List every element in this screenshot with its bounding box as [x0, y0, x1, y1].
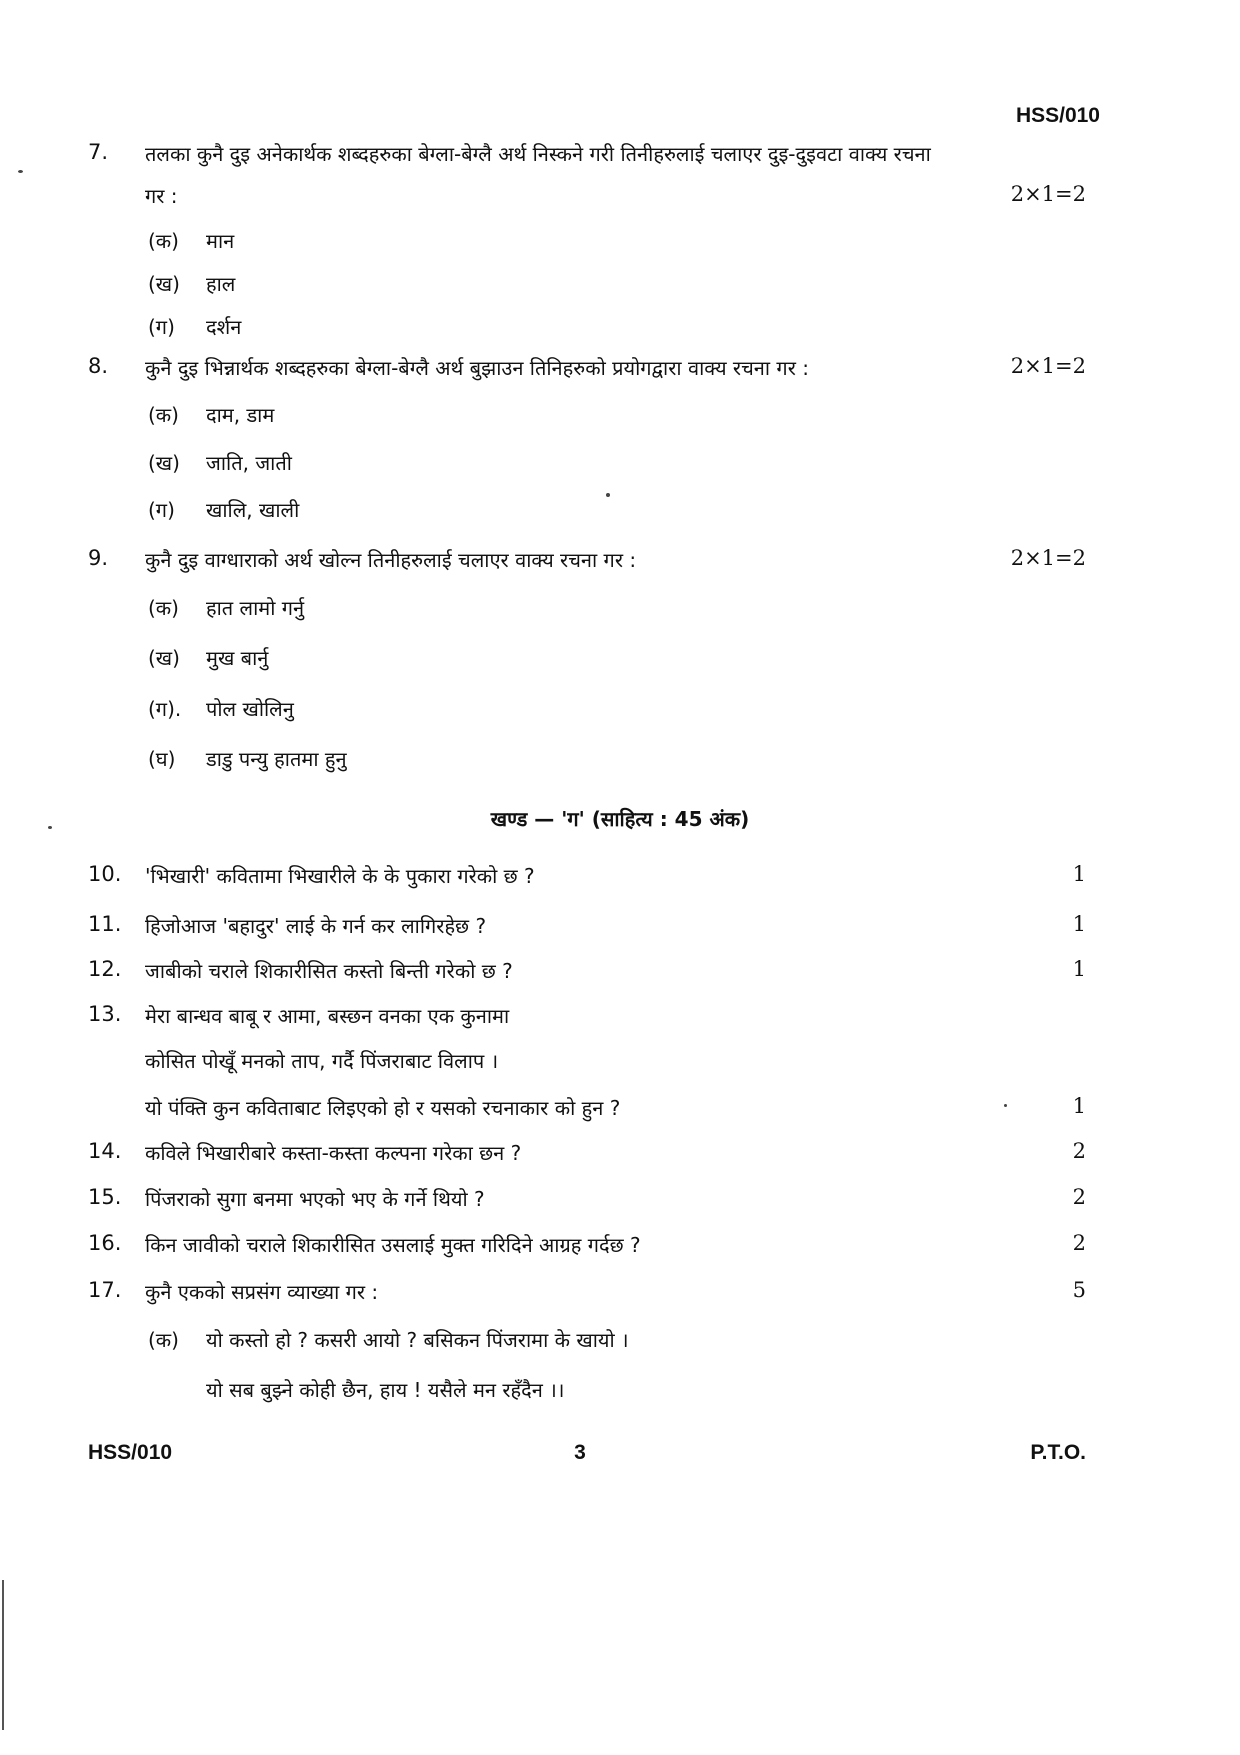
option — [148, 594, 304, 621]
option-text: हात लामो गर्नु — [206, 596, 305, 620]
option — [148, 449, 292, 476]
option-label: (ग) — [148, 498, 175, 522]
scan-speck — [1004, 1104, 1007, 1107]
question-marks: 2×1=2 — [1010, 182, 1086, 206]
question-text: कुनै दुइ वाग्धाराको अर्थ खोल्न तिनीहरुलाई चलाएर वाक्य रचना गर : — [145, 548, 637, 572]
option-text-continued: यो सब बुझ्ने कोही छैन, हाय ! यसैले मन रहँदैन ।। — [206, 1378, 565, 1402]
question-number: 14. — [88, 1139, 122, 1163]
option-label: (ख) — [148, 451, 180, 475]
question-number: 9. — [88, 546, 109, 570]
option-text: दाम, डाम — [206, 403, 275, 427]
question-number: 16. — [88, 1231, 122, 1255]
option-label: (क) — [148, 1328, 179, 1352]
question-text: कुनै दुइ भिन्नार्थक शब्दहरुका बेग्ला-बेग्लै अर्थ बुझाउन तिनिहरुको प्रयोगद्वारा वाक्य रचना गर : — [145, 356, 809, 380]
question-number: 7. — [88, 140, 109, 164]
question-marks: 2 — [1072, 1139, 1086, 1163]
question-text: 'भिखारी' कवितामा भिखारीले के के पुकारा गरेको छ ? — [145, 864, 535, 888]
page-number: 3 — [574, 1441, 586, 1464]
poem-line: कोसित पोखूँ मनको ताप, गर्दै पिंजराबाट विलाप । — [145, 1049, 499, 1073]
option — [148, 313, 241, 340]
option-label: (ख) — [148, 646, 180, 670]
question-text: कविले भिखारीबारे कस्ता-कस्ता कल्पना गरेका छन ? — [145, 1141, 522, 1165]
option-text: दर्शन — [206, 315, 242, 339]
question-text: किन जावीको चराले शिकारीसित उसलाई मुक्त गरिदिने आग्रह गर्दछ ? — [145, 1233, 641, 1257]
section-heading: खण्ड — 'ग' (साहित्य : 45 अंक) — [490, 807, 750, 831]
scan-edge — [2, 1580, 4, 1730]
poem-line: मेरा बान्धव बाबू र आमा, बस्छन वनका एक कुनामा — [145, 1004, 510, 1028]
question-text: यो पंक्ति कुन कविताबाट लिइएको हो र यसको रचनाकार को हुन ? — [145, 1096, 621, 1120]
question-marks: 2 — [1072, 1231, 1086, 1255]
question-text: जाबीको चराले शिकारीसित कस्तो बिन्ती गरेको छ ? — [145, 959, 513, 983]
question-marks: 1 — [1072, 957, 1086, 981]
option-label: (ग). — [148, 697, 182, 721]
option-label: (ख) — [148, 272, 180, 296]
option-label: (क) — [148, 596, 179, 620]
option-text: मुख बार्नु — [206, 646, 269, 670]
option — [148, 745, 347, 772]
option-text: जाति, जाती — [206, 451, 292, 475]
question-text: कुनै एकको सप्रसंग व्याख्या गर : — [145, 1280, 379, 1304]
scan-speck — [606, 493, 610, 497]
question-text: हिजोआज 'बहादुर' लाई के गर्न कर लागिरहेछ ? — [145, 914, 487, 938]
question-number: 13. — [88, 1002, 122, 1026]
option-text: खालि, खाली — [206, 498, 300, 522]
question-marks: 5 — [1072, 1278, 1086, 1302]
option — [148, 227, 234, 254]
option-label: (क) — [148, 403, 179, 427]
option — [148, 401, 274, 428]
question-text: तलका कुनै दुइ अनेकार्थक शब्दहरुका बेग्ला-बेग्लै अर्थ निस्कने गरी तिनीहरुलाई चलाएर दुइ-दुइवटा वाक्य रचना — [145, 142, 931, 166]
question-number: 15. — [88, 1185, 122, 1209]
option-text: मान — [206, 229, 235, 253]
question-marks: 2×1=2 — [1010, 546, 1086, 570]
scan-speck — [18, 170, 23, 173]
pto-label: P.T.O. — [1030, 1441, 1086, 1464]
option — [148, 1326, 629, 1353]
option-label: (ग) — [148, 315, 175, 339]
question-number: 11. — [88, 912, 122, 936]
question-text-continued: गर : — [145, 184, 178, 208]
question-number: 17. — [88, 1278, 122, 1302]
question-marks: 1 — [1072, 862, 1086, 886]
question-number: 10. — [88, 862, 122, 886]
option-text: पोल खोलिनु — [206, 697, 294, 721]
question-marks: 2×1=2 — [1010, 354, 1086, 378]
option — [148, 695, 294, 722]
option-text: हाल — [206, 272, 236, 296]
option-text: डाडु पन्यु हातमा हुनु — [206, 747, 347, 771]
option — [148, 270, 235, 297]
scan-speck — [48, 826, 52, 829]
question-number: 8. — [88, 354, 109, 378]
option-label: (घ) — [148, 747, 176, 771]
question-marks: 1 — [1072, 1094, 1086, 1118]
question-marks: 1 — [1072, 912, 1086, 936]
question-text: पिंजराको सुगा बनमा भएको भए के गर्ने थियो ? — [145, 1187, 485, 1211]
option-label: (क) — [148, 229, 179, 253]
footer-code: HSS/010 — [88, 1441, 173, 1464]
option — [148, 644, 268, 671]
question-number: 12. — [88, 957, 122, 981]
question-marks: 2 — [1072, 1185, 1086, 1209]
header-code: HSS/010 — [1015, 104, 1100, 127]
option-text: यो कस्तो हो ? कसरी आयो ? बसिकन पिंजरामा के खायो । — [206, 1328, 629, 1352]
option — [148, 496, 299, 523]
